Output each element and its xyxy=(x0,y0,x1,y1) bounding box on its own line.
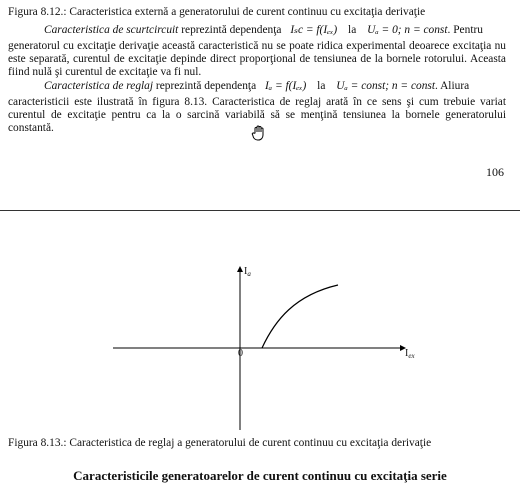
origin-label: 0 xyxy=(238,348,243,359)
para1-line1: Caracteristica de scurtcircuit reprezintă dependenţa Iₛc = f(Iₑₓ) la Uₐ = 0; n = const. Pentru xyxy=(44,24,483,36)
term-short-circuit: Caracteristica de scurtcircuit xyxy=(44,24,179,36)
para1-line4: fiind nulă şi curentul de excitaţie va fi nul. xyxy=(8,66,202,78)
figure-13-caption: Figura 8.13.: Caracteristica de reglaj a generatorului de curent continuu cu excitaţia derivaţie xyxy=(8,437,432,449)
para1-line3: este separată, curentul de excitaţie depinde direct proporţional de tensiunea de la bornele rotorului. Aceasta xyxy=(8,53,506,65)
regulation-characteristic-graph xyxy=(0,260,520,430)
y-axis-label: $I_a$ xyxy=(244,266,251,278)
section-heading: Caracteristicile generatoarelor de curent continuu cu excitaţia serie xyxy=(73,468,447,483)
term-regulation: Caracteristica de reglaj xyxy=(44,80,154,92)
para2-line4: constantă. xyxy=(8,122,54,134)
page-number: 106 xyxy=(486,165,504,179)
condition-reg: Uₐ = const; n = const xyxy=(336,80,435,92)
y-axis-arrow-icon xyxy=(237,266,243,272)
regulation-curve xyxy=(262,285,338,348)
para2-line3: curentul de excitaţie pentru ca la o sarcină variabilă să se menţină tensiunea la bornele generatorului xyxy=(8,109,506,121)
para2-line1: Caracteristica de reglaj reprezintă dependenţa Iₐ = f(Iₑₓ) la Uₐ = const; n = const. Aliura xyxy=(44,80,470,92)
figure-12-caption: Figura 8.12.: Caracteristica externă a generatorului de curent continuu cu excitaţia derivaţie xyxy=(8,6,426,18)
formula-sc: Iₛc = f(Iₑₓ) xyxy=(290,24,338,36)
para1-line2: generatorul cu excitaţie derivaţie această caracteristică nu se poate ridica experimental deoarece excitaţia nu xyxy=(8,40,506,52)
hand-cursor-icon xyxy=(250,124,268,142)
para2-line2: caracteristicii este ilustrată în figura 8.13. Caracteristica de reglaj arată în ce sens şi cum trebuie variat xyxy=(8,96,506,108)
condition-sc: Uₐ = 0; n = const xyxy=(367,24,448,36)
formula-reg: Iₐ = f(Iₑₓ) xyxy=(265,80,307,92)
page-break-line xyxy=(0,210,520,211)
x-axis-label: $I_{ex}$ xyxy=(405,348,415,360)
